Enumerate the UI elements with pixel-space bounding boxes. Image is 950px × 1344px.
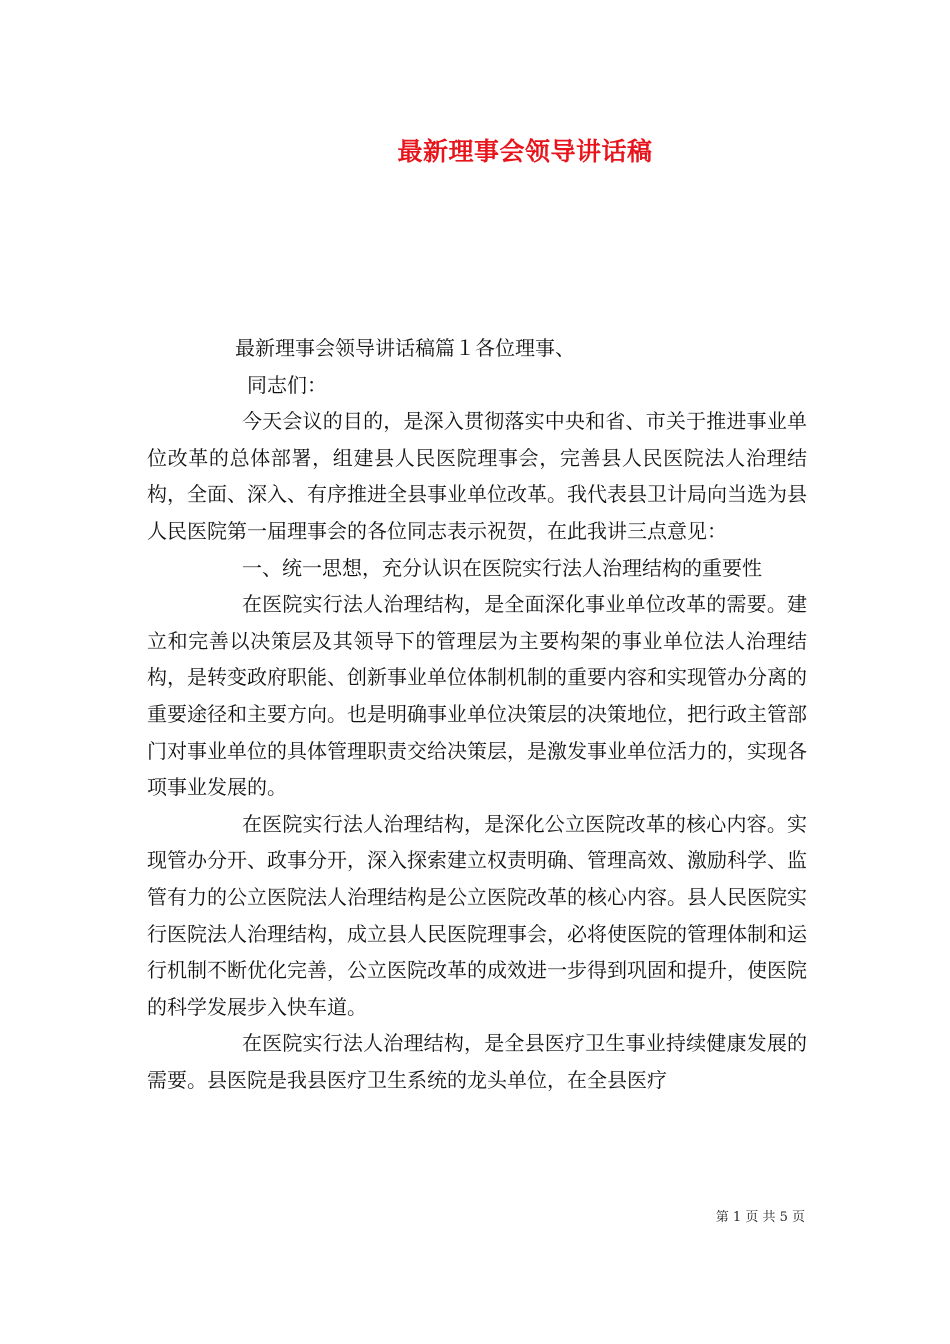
heading-line: 最新理事会领导讲话稿篇１各位理事、 [235, 336, 575, 360]
salutation: 同志们： [247, 372, 327, 397]
section-heading: 一、统一思想，充分认识在医院实行法人治理结构的重要性 [242, 555, 762, 580]
page-number: 第 1 页 共 5 页 [715, 1210, 805, 1225]
document-title: 最新理事会领导讲话稿 [397, 137, 653, 166]
document-body [147, 330, 807, 1098]
paragraph: 在医院实行法人治理结构，是全面深化事业单位改革的需要。建立和完善以决策层及其领导下的管理层为主要构架的事业单位法人治理结构，是转变政府职能、创新事业单位体制机制的重要内容和实现管办分离的重要途径和主要方向。也是明确事业单位决策层的决策地位，把行政主管部门对事业单位的具体管理职责交给决策层，是激发事业单位活力的，实现各项事业发展的。 [147, 592, 807, 800]
paragraph: 在医院实行法人治理结构，是全县医疗卫生事业持续健康发展的需要。县医院是我县医疗卫生系统的龙头单位，在全县医疗 [147, 1031, 807, 1092]
paragraph: 今天会议的目的，是深入贯彻落实中央和省、市关于推进事业单位改革的总体部署，组建县人民医院理事会，完善县人民医院法人治理结构，全面、深入、有序推进全县事业单位改革。我代表县卫计局向当选为县人民医院第一届理事会的各位同志表示祝贺，在此我讲三点意见： [147, 409, 807, 543]
paragraph: 在医院实行法人治理结构，是深化公立医院改革的核心内容。实现管办分开、政事分开，深入探索建立权责明确、管理高效、激励科学、监管有力的公立医院法人治理结构是公立医院改革的核心内容。县人民医院实行医院法人治理结构，成立县人民医院理事会，必将使医院的管理体制和运行机制不断优化完善，公立医院改革的成效进一步得到巩固和提升，使医院的科学发展步入快车道。 [147, 811, 807, 1019]
